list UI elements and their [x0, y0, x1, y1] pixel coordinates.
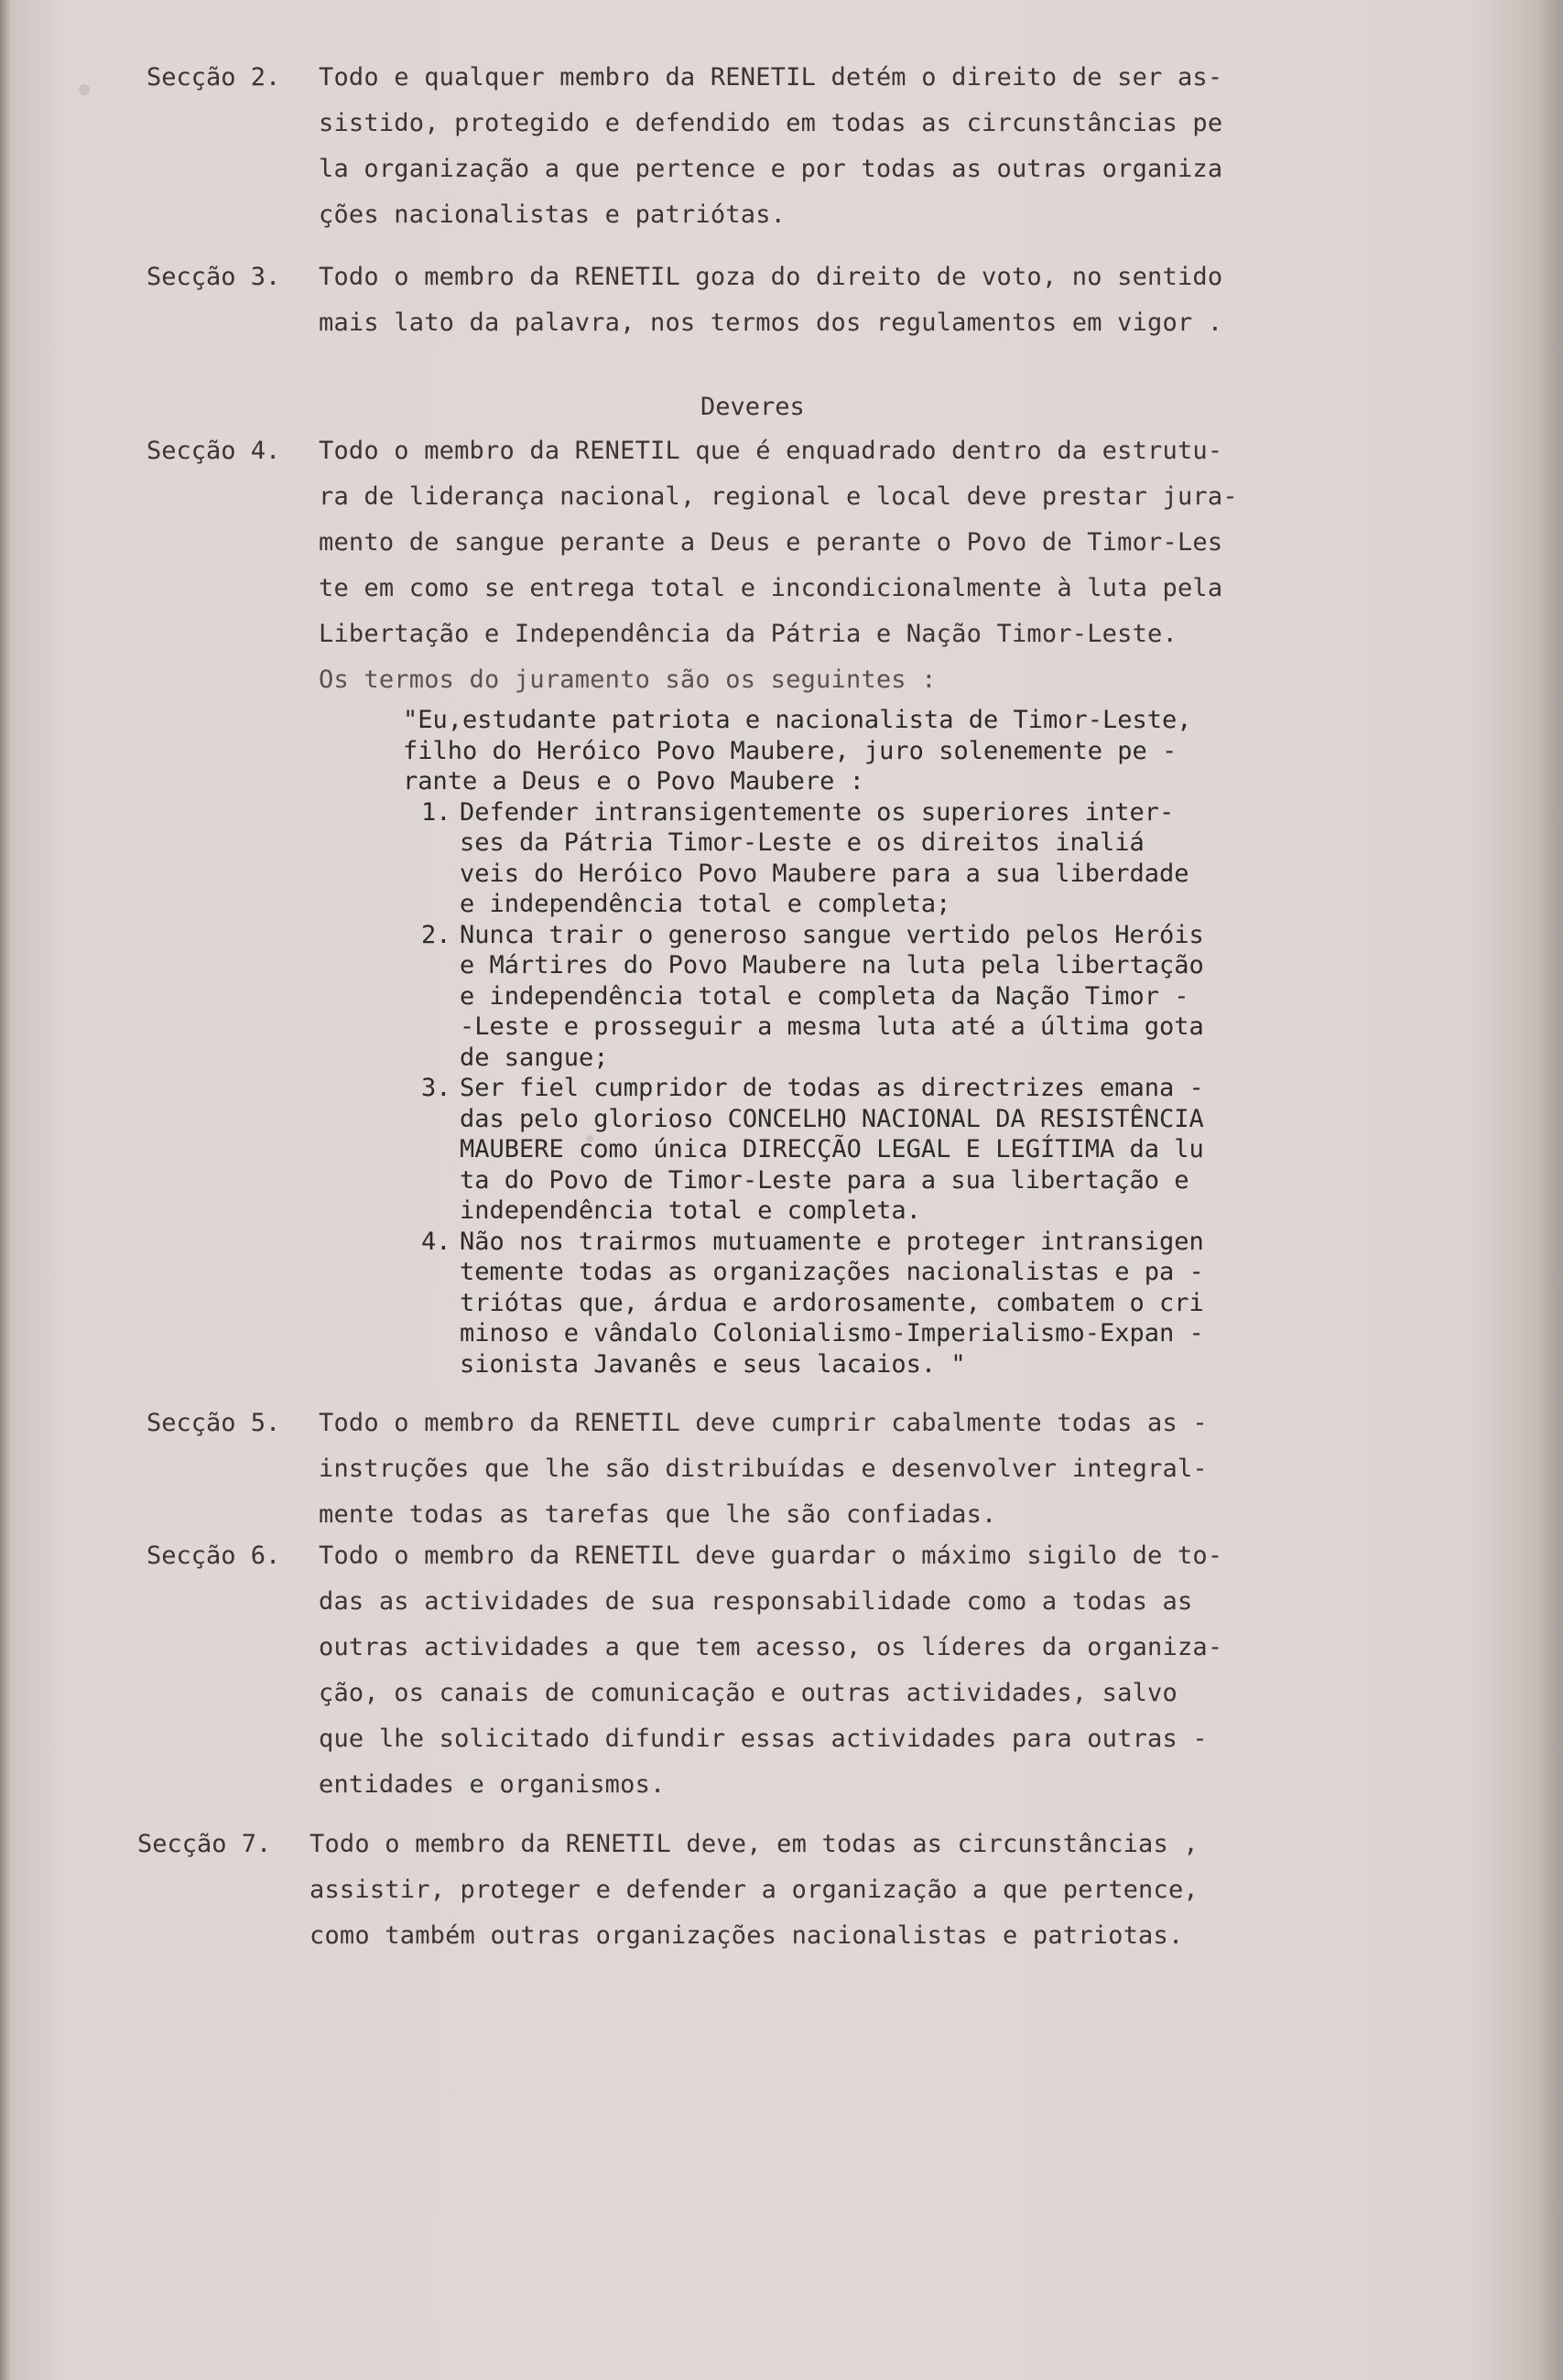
- section-text: [309, 1822, 1346, 1959]
- text-line: outras actividades a que tem acesso, os líderes da organiza-: [319, 1633, 1223, 1661]
- text-line: mais lato da palavra, nos termos dos regulamentos em vigor .: [319, 308, 1223, 337]
- oath-line: independência total e completa.: [460, 1196, 921, 1225]
- text-line: mente todas as tarefas que lhe são confiadas.: [319, 1500, 997, 1529]
- text-line: Os termos do juramento são os seguintes :: [319, 665, 937, 694]
- text-line: Todo o membro da RENETIL deve, em todas as circunstâncias ,: [309, 1830, 1199, 1858]
- oath-intro-line: "Eu,estudante patriota e nacionalista de Timor-Leste,: [403, 706, 1192, 734]
- text-line: te em como se entrega total e incondicionalmente à luta pela: [319, 574, 1223, 602]
- oath-item-2: [403, 920, 1346, 1074]
- section-2: [147, 55, 1355, 238]
- section-heading: Deveres: [700, 393, 805, 421]
- oath-line: sionista Javanês e seus lacaios. ": [460, 1349, 966, 1379]
- section-label: Secção 5.: [147, 1409, 281, 1437]
- oath-line: das pelo glorioso CONCELHO NACIONAL DA RESISTÊNCIA: [460, 1104, 1204, 1133]
- oath-line: ses da Pátria Timor-Leste e os direitos inaliá: [460, 828, 1145, 857]
- oath-item-1: [403, 797, 1346, 920]
- oath-line: Nunca trair o generoso sangue vertido pelos Heróis: [460, 920, 1204, 949]
- text-line: que lhe solicitado difundir essas actividades para outras -: [319, 1725, 1208, 1753]
- text-line: ra de liderança nacional, regional e local deve prestar jura-: [319, 482, 1238, 511]
- text-line: como também outras organizações nacionalistas e patriotas.: [309, 1921, 1184, 1950]
- oath-line: veis do Heróico Povo Maubere para a sua liberdade: [460, 859, 1189, 888]
- text-line: ções nacionalistas e patriótas.: [319, 200, 787, 229]
- text-line: la organização a que pertence e por todas as outras organiza: [319, 155, 1223, 183]
- oath-item-3: [403, 1073, 1346, 1227]
- oath-intro-line: rante a Deus e o Povo Maubere :: [403, 767, 864, 795]
- oath-intro-line: filho do Heróico Povo Maubere, juro solenemente pe -: [403, 736, 1178, 765]
- oath-line: Não nos trairmos mutuamente e proteger intransigen: [460, 1227, 1204, 1256]
- oath-item-number: 2.: [421, 920, 451, 949]
- oath-line: de sangue;: [460, 1043, 609, 1072]
- oath-line: ta do Povo de Timor-Leste para a sua libertação e: [460, 1165, 1189, 1195]
- section-text: [319, 1533, 1355, 1808]
- text-line: Todo o membro da RENETIL deve guardar o máximo sigilo de to-: [319, 1542, 1223, 1570]
- oath-line: -Leste e prosseguir a mesma luta até a última gota: [460, 1012, 1204, 1041]
- section-6: [147, 1533, 1355, 1808]
- text-line: instruções que lhe são distribuídas e desenvolver integral-: [319, 1455, 1208, 1483]
- text-line: Todo e qualquer membro da RENETIL detém o direito de ser as-: [319, 63, 1223, 92]
- text-line: ção, os canais de comunicação e outras actividades, salvo: [319, 1679, 1178, 1707]
- text-line: mento de sangue perante a Deus e perante o Povo de Timor-Les: [319, 528, 1223, 557]
- oath-line: MAUBERE como única DIRECÇÃO LEGAL E LEGÍTIMA da lu: [460, 1135, 1204, 1163]
- section-3: [147, 254, 1355, 346]
- text-line: Libertação e Independência da Pátria e Nação Timor-Leste.: [319, 620, 1178, 648]
- oath-block: [403, 705, 1346, 1379]
- text-line: Todo o membro da RENETIL goza do direito de voto, no sentido: [319, 263, 1223, 291]
- section-label: Secção 2.: [147, 63, 281, 92]
- section-4: [147, 428, 1355, 703]
- oath-line: Ser fiel cumpridor de todas as directrizes emana -: [460, 1074, 1204, 1102]
- text-line: entidades e organismos.: [319, 1770, 666, 1799]
- section-label: Secção 4.: [147, 437, 281, 465]
- oath-line: minoso e vândalo Colonialismo-Imperialismo-Expan -: [460, 1319, 1204, 1347]
- oath-item-number: 4.: [421, 1227, 451, 1256]
- section-7: [137, 1822, 1346, 1959]
- section-text: [319, 428, 1355, 703]
- oath-line: temente todas as organizações nacionalistas e pa -: [460, 1258, 1204, 1286]
- text-line: assistir, proteger e defender a organização a que pertence,: [309, 1876, 1199, 1904]
- section-label: Secção 7.: [137, 1830, 272, 1858]
- paper-right-edge: [1539, 0, 1563, 2380]
- oath-line: e independência total e completa;: [460, 890, 951, 918]
- section-text: [319, 55, 1355, 238]
- text-line: Todo o membro da RENETIL que é enquadrado dentro da estrutu-: [319, 437, 1223, 465]
- ink-spot: [79, 84, 90, 95]
- text-line: sistido, protegido e defendido em todas as circunstâncias pe: [319, 109, 1223, 137]
- section-label: Secção 6.: [147, 1542, 281, 1570]
- section-label: Secção 3.: [147, 263, 281, 291]
- oath-item-number: 1.: [421, 797, 451, 827]
- section-5: [147, 1401, 1355, 1538]
- oath-line: Defender intransigentemente os superiores inter-: [460, 797, 1175, 827]
- section-text: [319, 1401, 1355, 1538]
- oath-item-number: 3.: [421, 1074, 451, 1102]
- oath-line: triótas que, árdua e ardorosamente, combatem o cri: [460, 1288, 1204, 1317]
- section-text: [319, 254, 1355, 346]
- oath-item-4: [403, 1227, 1346, 1380]
- oath-line: e independência total e completa da Nação Timor -: [460, 981, 1189, 1011]
- text-line: Todo o membro da RENETIL deve cumprir cabalmente todas as -: [319, 1409, 1208, 1437]
- paper-left-edge: [0, 0, 11, 2380]
- text-line: das as actividades de sua responsabilidade como a todas as: [319, 1587, 1193, 1616]
- oath-line: e Mártires do Povo Maubere na luta pela libertação: [460, 951, 1204, 979]
